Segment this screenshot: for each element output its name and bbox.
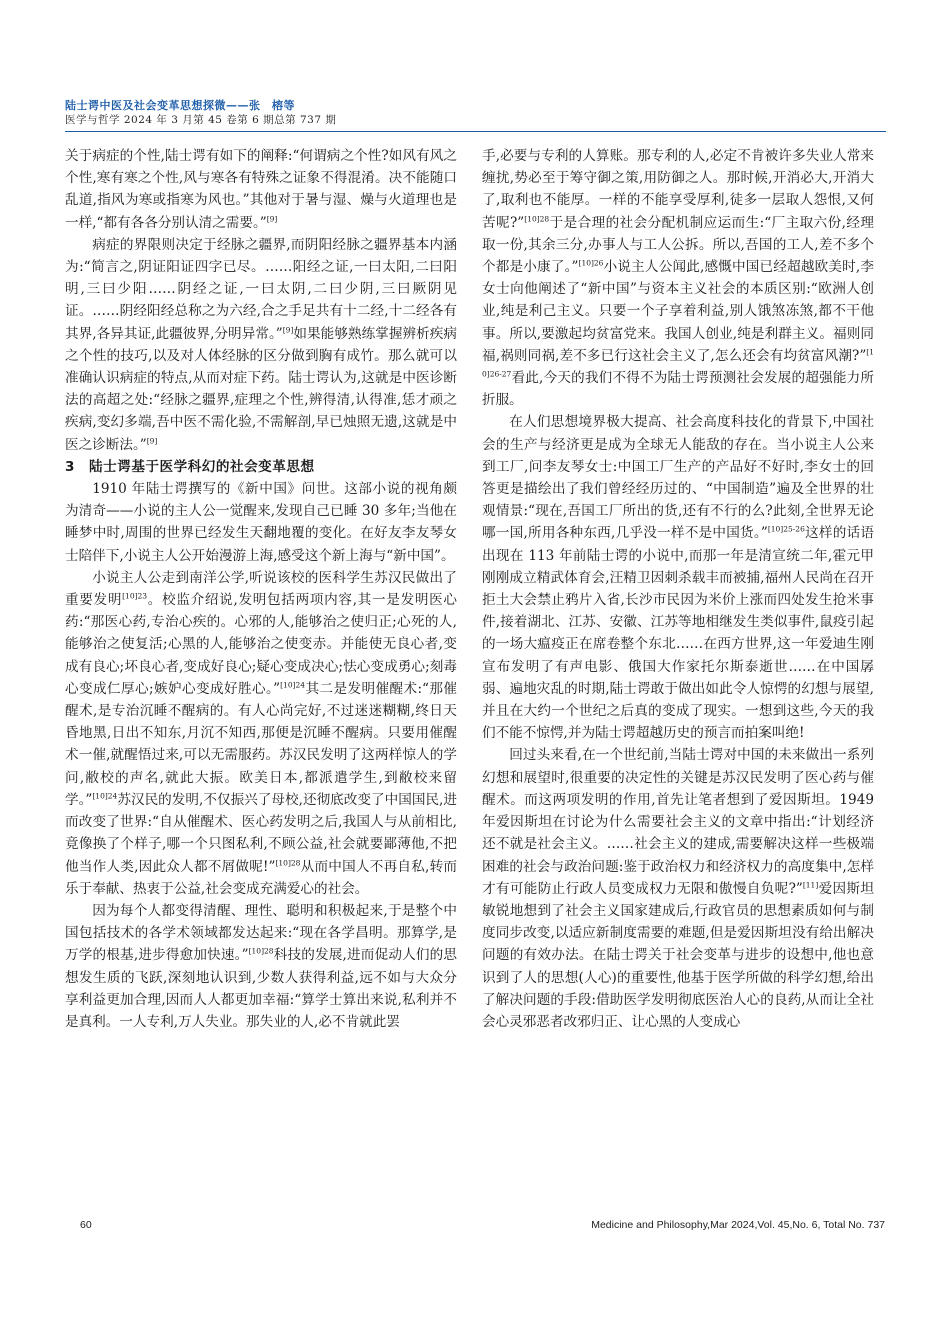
paragraph: 手,必要与专利的人算账。那专利的人,必定不肯被许多失业人常来缠扰,势必至于筹守御之策,用防御之人。那时候,开消必大,开消大了,取利也不能厚。一样的不能享受厚利,徒多一层取人怨恨,又何苦呢?”$^{[10]28}$于是合理的社会分配机制应运而生:“厂主取六份,经理取一份,其余三分,办事人与工人公拆。所以,吾国的工人,差不多个个都是小康了。”$^{[10]26}$小说主人公闻此,感慨中国已经超越欧美时,李女士向他阐述了“新中国”与资本主义社会的本质区别:“欧洲人创业,纯是利己主义。只要一个子享着利益,别人饿煞冻煞,都不干他事。所以,要激起均贫富党来。我国人创业,纯是利群主义。福则同福,祸则同祸,差不多已行这社会主义了,怎么还会有均贫富风潮?”$^{[10]26-27}$看此,今天的我们不得不为陆士谔预测社会发展的超强能力所折服。 bbox=[482, 148, 874, 409]
journal-info: 医学与哲学 2024 年 3 月第 45 卷第 6 期总第 737 期 bbox=[65, 114, 337, 126]
paragraph: 病症的界限则决定于经脉之疆界,而阴阳经脉之疆界基本内涵为:“简言之,阴证阳证四字已尽。……阳经之证,一曰太阳,二曰阳明,三曰少阳……阴经之证,一曰太阴,二曰少阴,三曰厥阴见证。……阴经阳经总称之为六经,合之手足共有十二经,十二经各有其界,各异其证,此疆彼界,分明异常。”[9]如果能够熟练掌握辨析疾病之个性的技巧,以及对人体经脉的区分做到胸有成竹。那么就可以准确认识病症的特点,从而对症下药。陆士谔认为,这就是中医诊断法的高超之处:“经脉之疆界,症理之个性,辨得清,认得准,恁才顽之疾病,变幻多端,吾中医不需化验,不需解剖,早已烛照无遗,这就是中医之诊断法。”[9] bbox=[65, 236, 457, 453]
paragraph: 小说主人公走到南洋公学,听说该校的医科学生苏汉民做出了重要发明$^{[10]23}$。校监介绍说,发明包括两项内容,其一是发明医心药:“那医心药,专治心疾的。心邪的人,能够治之使归正;心死的人,能够治之使复活;心黑的人,能够治之使变赤。并能使无良心者,变成有良心;坏良心者,变成好良心;疑心变成决心;怯心变成勇心;刻毒心变成仁厚心;嫉妒心变成好胜心。”$^{[10]24}$其二是发明催醒术:“那催醒术,是专治沉睡不醒病的。有人心尚完好,不过迷迷糊糊,终日天昏地黑,日出不知东,月沉不知西,那便是沉睡不醒病。只要用催醒术一催,就醒悟过来,可以无需服药。苏汉民发明了这两样惊人的学问,敝校的声名,就此大振。欧美日本,都派遣学生,到敝校来留学。”$^{[10]24}$苏汉民的发明,不仅振兴了母校,还彻底改变了中国国民,进而改变了世界:“自从催醒术、医心药发明之后,我国人与从前相比,竟像换了个样子,哪一个只图私利,不顾公益,社会就要鄙薄他,不把他当作人类,因此众人都不屑做呢!”$^{[10]28}$从而中国人不再自私,转而乐于奉献、热衷于公益,社会变成充满爱心的社会。 bbox=[65, 569, 458, 897]
footer-citation: Medicine and Philosophy,Mar 2024,Vol. 45,No. 6, Total No. 737 bbox=[591, 1219, 885, 1231]
paragraph: 关于病症的个性,陆士谔有如下的阐释:“何谓病之个性?如风有风之个性,寒有寒之个性,风与寒各有特殊之证象不得混淆。决不能随口乱道,指风为寒或指寒为风也。”其他对于暑与湿、燥与火道理也是一样,“都有各各分别认清之需要。”[9] bbox=[65, 148, 457, 231]
section-heading: 3 陆士谔基于医学科幻的社会变革思想 bbox=[65, 458, 315, 475]
citation-ref: [10]28 bbox=[524, 214, 550, 224]
right-column bbox=[482, 145, 874, 1033]
citation-ref: [9] bbox=[146, 436, 158, 446]
citation-ref: [10]26 bbox=[578, 258, 604, 268]
citation-ref: [10]23 bbox=[122, 591, 148, 601]
running-title: 陆士谔中医及社会变革思想探微——张 榕等 bbox=[65, 99, 295, 112]
left-column bbox=[65, 145, 457, 1033]
paragraph: 回过头来看,在一个世纪前,当陆士谔对中国的未来做出一系列幻想和展望时,很重要的决定性的关键是苏汉民发明了医心药与催醒术。而这两项发明的作用,首先让笔者想到了爱因斯坦。1949 年爱因斯坦在讨论为什么需要社会主义的文章中指出:“计划经济还不就是社会主义。……社会主义的建成,需要解决这样一些极端困难的社会与政治问题:鉴于政治权力和经济权力的高度集中,怎样才有可能防止行政人员变成权力无限和傲慢自负呢?”[11]爱因斯坦敏锐地想到了社会主义国家建成后,行政官员的思想素质如何与制度同步改变,以适应新制度需要的难题,但是爱因斯坦没有给出解决问题的有效办法。在陆士谔关于社会变革与进步的设想中,他也意识到了人的思想(人心)的重要性,他基于医学所做的科学幻想,给出了解决问题的手段:借助医学发明彻底医治人心的良药,从而让全社会心灵邪恶者改邪归正、让心黑的人变成心 bbox=[482, 747, 874, 1030]
citation-ref: [10]26-27 bbox=[482, 347, 874, 379]
running-header bbox=[65, 99, 885, 127]
citation-ref: [10]24 bbox=[92, 791, 118, 801]
paragraph: 在人们思想境界极大提高、社会高度科技化的背景下,中国社会的生产与经济更是成为全球无人能敌的存在。当小说主人公来到工厂,问李友琴女士:中国工厂生产的产品好不好时,李女士的回答更是描绘出了我们曾经经历过的、“中国制造”遍及全世界的壮观情景:“现在,吾国工厂所出的货,还有不行的么?此刻,全世界无论哪一国,所用各种东西,几乎没一样不是中国货。”$^{[10]25-26}$这样的话语出现在 113 年前陆士谔的小说中,而那一年是清宣统二年,霍元甲刚刚成立精武体育会,汪精卫因刺杀载丰而被捕,福州人民尚在召开拒土大会禁止鸦片入省,长沙市民因为米价上涨而四处发生抢米事件,接着湖北、江苏、安徽、江苏等地相继发生类似事件,鼠疫引起的一场大瘟疫正在席卷整个东北……在西方世界,这一年爱迪生刚宣布发明了有声电影、俄国大作家托尔斯泰逝世……在中国孱弱、遍地灾乱的时期,陆士谔敢于做出如此令人惊愕的幻想与展望,并且在大约一个世纪之后真的变成了现实。一想到这些,今天的我们不能不惊愕,并为陆士谔超越历史的预言而拍案叫绝! bbox=[482, 414, 874, 742]
citation-ref: [9] bbox=[266, 214, 278, 224]
citation-ref: [11] bbox=[802, 880, 819, 890]
page-number: 60 bbox=[80, 1219, 92, 1231]
citation-ref: [10]24 bbox=[280, 680, 306, 690]
header-rule bbox=[65, 131, 886, 132]
citation-ref: [10]28 bbox=[275, 857, 301, 867]
citation-ref: [9] bbox=[282, 325, 294, 335]
paragraph: 1910 年陆士谔撰写的《新中国》问世。这部小说的视角颇为清奇——小说的主人公一觉醒来,发现自己已睡 30 多年;当他在睡梦中时,周围的世界已经发生天翻地覆的变化。在好友李友琴女士陪伴下,小说主人公开始漫游上海,感受这个新上海与“新中国”。 bbox=[65, 481, 457, 564]
paragraph: 因为每个人都变得清醒、理性、聪明和积极起来,于是整个中国包括技术的各学术领域都发达起来:“现在各学昌明。那算学,是万学的根基,进步得愈加快速。”$^{[10]28}$科技的发展,进而促动人们的思想发生质的飞跃,深刻地认识到,少数人获得利益,远不如与大众分享利益更加合理,因而人人都更加幸福:“算学士算出来说,私利并不是真利。一人专利,万人失业。那失业的人,必不肯就此罢 bbox=[65, 902, 457, 1030]
citation-ref: [10]25-26 bbox=[767, 524, 805, 534]
citation-ref: [10]28 bbox=[248, 946, 274, 956]
